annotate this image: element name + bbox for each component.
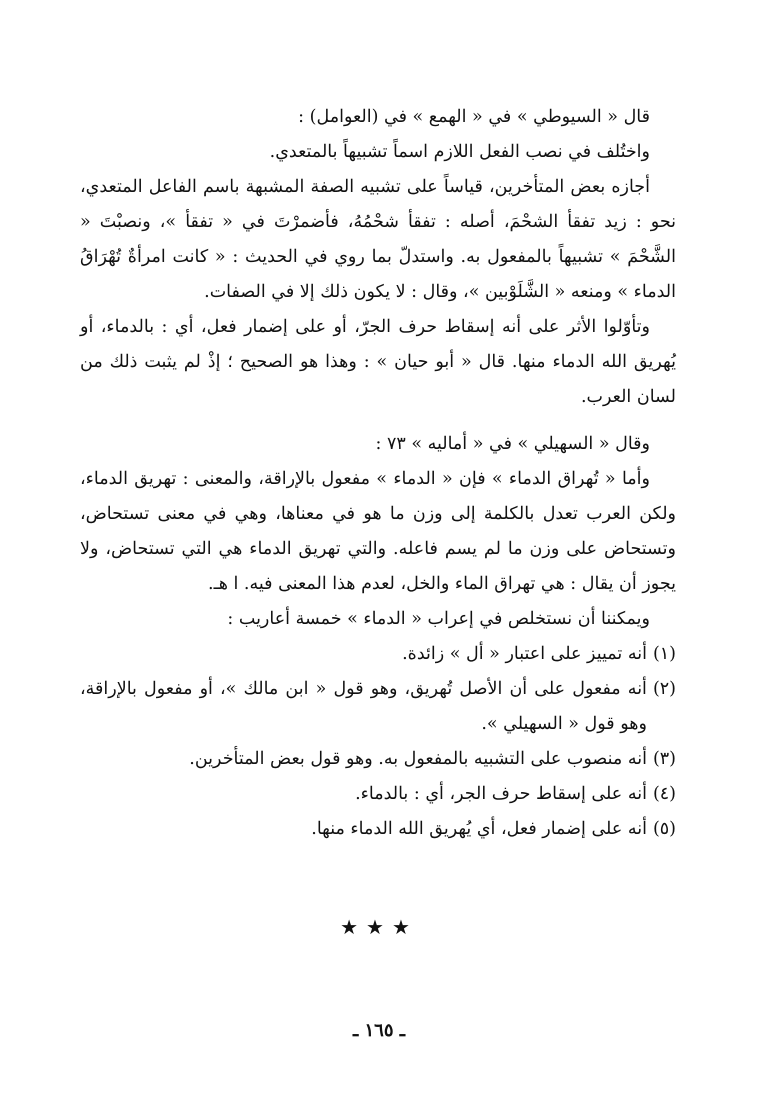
section-divider-stars: ★★★ (340, 915, 418, 939)
paragraph-suyuti-interpretation: وتأوّلوا الأثر على أنه إسقاط حرف الجرّ، أو على إضمار فعل، أي : بالدماء، أو يُهريق الله الدماء منها. قال « أبو حيان » : وهذا هو الصحيح ؛ إذْ لم يثبت ذلك من لسان العرب. (80, 317, 676, 407)
list-item-number: (٤) (652, 784, 676, 804)
list-item-text: أنه على إضمار فعل، أي يُهريق الله الدماء منها. (311, 819, 647, 839)
list-item-text: أنه تمييز على اعتبار « أل » زائدة. (402, 644, 647, 664)
list-item (80, 672, 676, 742)
list-item (80, 777, 676, 812)
paragraph-suhayli-intro: وقال « السهيلي » في « أماليه » ٧٣ : (375, 434, 650, 454)
page-number: ـ ١٦٥ ـ (352, 1020, 406, 1041)
list-item-number: (١) (652, 644, 676, 664)
paragraph-suyuti-statement: واختُلف في نصب الفعل اللازم اسماً تشبيهاً بالمتعدي. (269, 142, 650, 162)
list-item (80, 637, 676, 672)
list-item-text: أنه منصوب على التشبيه بالمفعول به. وهو قول بعض المتأخرين. (189, 749, 647, 769)
list-item-text: أنه على إسقاط حرف الجر، أي : بالدماء. (355, 784, 647, 804)
paragraph-suyuti-intro: قال « السيوطي » في « الهمع » في (العوامل) : (298, 107, 650, 127)
text-block-suhayli (80, 427, 676, 847)
list-item-number: (٢) (652, 679, 676, 699)
paragraph-suyuti-permission: أجازه بعض المتأخرين، قياساً على تشبيه الصفة المشبهة باسم الفاعل المتعدي، نحو : زيد تفقأ الشحْمَ، أصله : تفقأ شحْمُهُ، فأضمرْتَ في « تفقأ »، ونصبْتَ « الشَّحْمَ » تشبيهاً بالمفعول به. واستدلّ بما روي في الحديث : « كانت امرأةٌ تُهْرَاقُ الدماء » ومنعه « الشَّلَوْبين »، وقال : لا يكون ذلك إلا في الصفات. (80, 177, 676, 302)
list-item-number: (٥) (652, 819, 676, 839)
list-item-text: أنه مفعول على أن الأصل تُهريق، وهو قول « ابن مالك »، أو مفعول بالإراقة، وهو قول « السهيلي ». (80, 679, 647, 734)
list-item (80, 742, 676, 777)
text-block-suyuti (80, 100, 676, 415)
paragraph-summary-intro: ويمكننا أن نستخلص في إعراب « الدماء » خمسة أعاريب : (227, 609, 650, 629)
list-item-number: (٣) (652, 749, 676, 769)
paragraph-suhayli-explanation: وأما « تُهراق الدماء » فإن « الدماء » مفعول بالإراقة، والمعنى : تهريق الدماء، ولكن العرب تعدل بالكلمة إلى وزن ما هو في معناها، وهي في معنى تستحاض، وتستحاض على وزن ما لم يسم فاعله. والتي تهريق الدماء هي التي تستحاض، ولا يجوز أن يقال : هي تهراق الماء والخل، لعدم هذا المعنى فيه. ا هـ. (80, 469, 676, 594)
list-item (80, 812, 676, 847)
parsing-options-list (80, 637, 676, 847)
